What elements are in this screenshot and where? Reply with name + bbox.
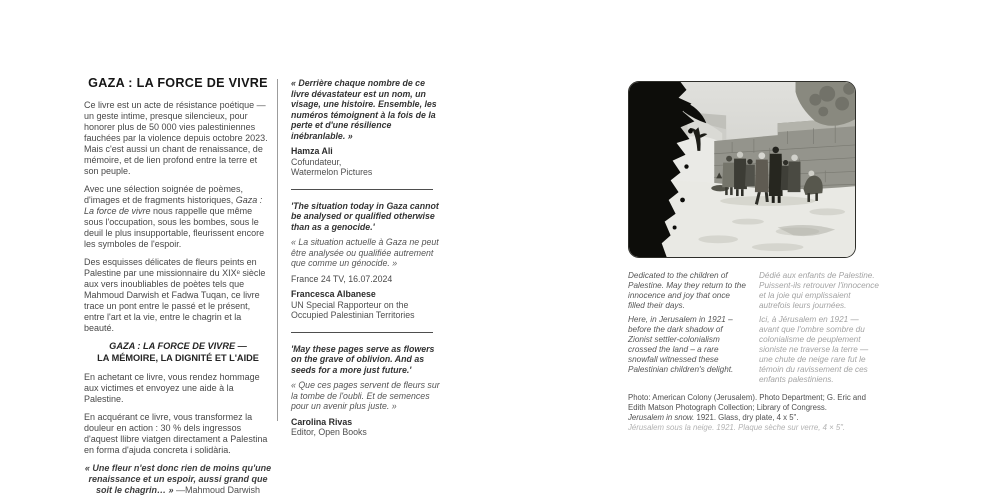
- jerusalem-snow-photo: [628, 81, 856, 258]
- darwish-quote: [84, 463, 272, 496]
- aid-subheading: [84, 341, 272, 364]
- jerusalem-snow-photo-art: [629, 82, 855, 257]
- aid-subheading-line2: LA MÉMOIRE, LA DIGNITÉ ET L'AIDE: [97, 352, 259, 363]
- caption-french-dedication: Dédié aux enfants de Palestine. Puissent-ils retrouver l'innocence et la joie qui emplissaient autrefois leurs journées.: [759, 271, 879, 310]
- selection-text-post: nous rappelle que même sous l'occupation, sous les bombes, sous le deuil le plus insupportable, fleurissent encore les symboles de l'espoir.: [84, 206, 265, 249]
- caption-french-context: Ici, à Jérusalem en 1921 — avant que l'ombre sombre du colonialisme de peuplement sioniste ne traverse la terre — une chute de neige rare fut le témoin du ravissement de ces enfants palestiniens.: [759, 315, 869, 384]
- rivas-role: Editor, Open Books: [291, 427, 367, 437]
- photo-caption-french: [759, 271, 879, 389]
- rivas-name: Carolina Rivas: [291, 416, 353, 427]
- quote-divider-2: [291, 332, 433, 333]
- sketches-paragraph: Des esquisses délicates de fleurs peints en Palestine par une missionnaire du XIXᵉ siècle aux vers inoubliables de poètes tels que Mahmoud Darwish et Fadwa Tuqan, ce livre trace un pont entre le passé et le présent, entre l'art et la vie, entre le chagrin et la beauté.: [84, 257, 266, 333]
- achetant-paragraph: En achetant ce livre, vous rendez hommage aux victimes et envoyez une aide à la Palestine.: [84, 372, 260, 404]
- photo-captions: [628, 271, 880, 389]
- column-divider: [277, 79, 278, 421]
- albanese-quote: [291, 201, 443, 321]
- hamza-role-line2: Watermelon Pictures: [291, 167, 373, 177]
- rivas-quote-english: 'May these pages serve as flowers on the grave of oblivion. And as seeds for a more just future.': [291, 343, 435, 375]
- selection-text-pre: Avec une sélection soignée de poèmes, d'images et de fragments historiques,: [84, 184, 243, 205]
- aid-subheading-line1: GAZA : LA FORCE DE VIVRE —: [109, 341, 247, 351]
- photo-credit-source: Photo: American Colony (Jerusalem). Photo Department; G. Eric and Edith Matson Photograph Collection; Library of Congress.: [628, 393, 866, 412]
- photo-credit-detail: 1921. Glass, dry plate, 4 x 5".: [694, 413, 799, 422]
- albanese-quote-french: « La situation actuelle à Gaza ne peut être analysée ou qualifiée autrement que comme un génocide. »: [291, 237, 439, 268]
- quote-divider-1: [291, 189, 433, 190]
- photo-caption-english: [628, 271, 748, 389]
- book-title-inline: Gaza : La force de vivre: [84, 195, 263, 216]
- photo-credit-french: Jérusalem sous la neige. 1921. Plaque sèche sur verre, 4 × 5".: [628, 423, 846, 432]
- selection-paragraph: [84, 184, 272, 250]
- caption-english-context: Here, in Jerusalem in 1921 – before the dark shadow of Zionist settler-colonialism crossed the land – a rare snowfall witnessed these Palestinian children's delight.: [628, 315, 734, 374]
- caption-english-dedication: Dedicated to the children of Palestine. May they return to the innocence and joy that once filled their days.: [628, 271, 746, 310]
- quotes-column: [291, 78, 443, 438]
- albanese-quote-english: 'The situation today in Gaza cannot be analysed or qualified otherwise than as a genocide.': [291, 200, 439, 232]
- albanese-source: France 24 TV, 16.07.2024: [291, 273, 393, 284]
- hamza-ali-quote: [291, 78, 443, 178]
- left-column: [84, 76, 272, 503]
- intro-paragraph: Ce livre est un acte de résistance poétique — un geste intime, presque silencieux, pour honorer plus de 50 000 vies palestiniennes fauchées par la violence depuis octobre 2023. Mais c'est aussi un chant de renaissance, de mémoire, et de lien profond entre la terre et son peuple.: [84, 100, 268, 176]
- photo-credit-title-line: [628, 413, 884, 423]
- darwish-quote-attribution: —Mahmoud Darwish: [176, 485, 261, 495]
- rivas-quote: [291, 344, 443, 438]
- acquerant-paragraph: En acquérant ce livre, vous transformez la douleur en action : 30 % dels ingressos d'aquest llibre viatgen directament a Palestina en forma d'ajuda concreta i solidària.: [84, 412, 268, 455]
- page-title: GAZA : LA FORCE DE VIVRE: [88, 76, 268, 90]
- hamza-quote-text: « Derrière chaque nombre de ce livre dévastateur est un nom, un visage, une histoire. Ensemble, les numéros témoignent à la fois de la perte et d'une résilience inébranlable. »: [291, 78, 437, 141]
- darwish-quote-text: « Une fleur n'est donc rien de moins qu'une renaissance et un espoir, aussi grand que soit le chagrin… »: [84, 463, 272, 495]
- albanese-name: Francesca Albanese: [291, 289, 376, 299]
- hamza-name: Hamza Ali: [291, 146, 333, 156]
- albanese-role: UN Special Rapporteur on the Occupied Palestinian Territories: [291, 299, 415, 320]
- photo-credit-title-italic: Jerusalem in snow.: [628, 413, 695, 422]
- hamza-role-line1: Cofundateur,: [291, 156, 342, 167]
- photo-credit: [628, 393, 884, 433]
- rivas-quote-french: « Que ces pages servent de fleurs sur la tombe de l'oubli. Et de semences pour un avenir plus juste. »: [291, 380, 440, 411]
